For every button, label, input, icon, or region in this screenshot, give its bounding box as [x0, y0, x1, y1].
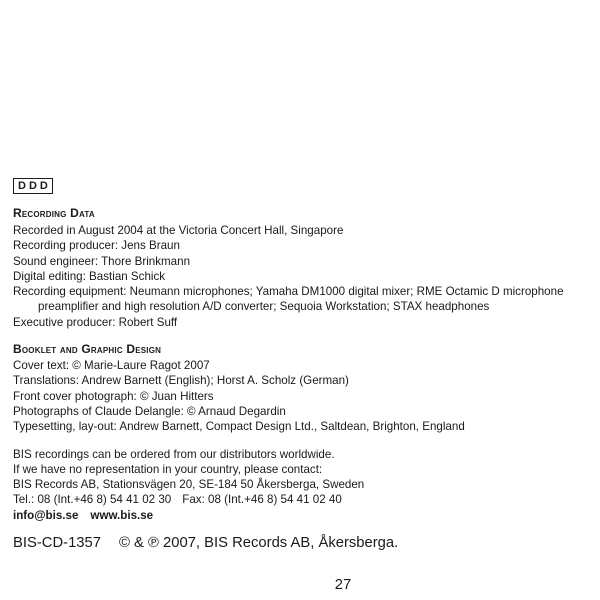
photographs-credit: Photographs of Claude Delangle: © Arnaud Degardin — [13, 404, 286, 418]
booklet-design-section — [13, 342, 593, 434]
digital-editing: Digital editing: Bastian Schick — [13, 269, 166, 283]
phone-fax-line — [13, 492, 593, 507]
contact-note: If we have no representation in your country, please contact: — [13, 462, 323, 476]
fax-number: Fax: 08 (Int.+46 8) 54 41 02 40 — [182, 493, 342, 507]
ddd-label: DDD — [13, 178, 53, 194]
email-link[interactable]: info@bis.se — [13, 508, 79, 522]
front-cover-photo-credit: Front cover photograph: © Juan Hitters — [13, 389, 214, 403]
ordering-note: BIS recordings can be ordered from our distributors worldwide. — [13, 447, 335, 461]
cover-text-credit: Cover text: © Marie-Laure Ragot 2007 — [13, 359, 210, 373]
booklet-page — [13, 176, 593, 553]
translations-credit: Translations: Andrew Barnett (English); Horst A. Scholz (German) — [13, 374, 349, 388]
catalog-copyright-line — [13, 533, 593, 553]
recording-data-heading: Recording Data — [13, 206, 95, 220]
recording-data-section — [13, 206, 593, 330]
ddd-badge — [13, 176, 593, 194]
sound-engineer: Sound engineer: Thore Brinkmann — [13, 254, 191, 268]
recording-equipment-continued: preamplifier and high resolution A/D converter; Sequoia Workstation; STAX headphones — [38, 300, 490, 314]
page-number: 27 — [334, 577, 352, 593]
typesetting-credit: Typesetting, lay-out: Andrew Barnett, Compact Design Ltd., Saltdean, Brighton, England — [13, 420, 465, 434]
website-link[interactable]: www.bis.se — [90, 508, 154, 522]
booklet-design-heading: Booklet and Graphic Design — [13, 342, 162, 357]
ordering-info-section — [13, 447, 593, 523]
recording-location: Recorded in August 2004 at the Victoria Concert Hall, Singapore — [13, 224, 344, 237]
recording-producer: Recording producer: Jens Braun — [13, 239, 180, 253]
copyright-notice: © & ℗ 2007, BIS Records AB, Åkersberga. — [119, 535, 399, 552]
telephone-number: Tel.: 08 (Int.+46 8) 54 41 02 30 — [13, 493, 172, 507]
email-web-line — [13, 508, 593, 523]
recording-equipment: Recording equipment: Neumann microphones; Yamaha DM1000 digital mixer; RME Octamic D microphone — [13, 285, 564, 299]
catalog-number: BIS-CD-1357 — [13, 535, 101, 552]
executive-producer: Executive producer: Robert Suff — [13, 315, 178, 329]
company-address: BIS Records AB, Stationsvägen 20, SE-184 50 Åkersberga, Sweden — [13, 478, 365, 492]
